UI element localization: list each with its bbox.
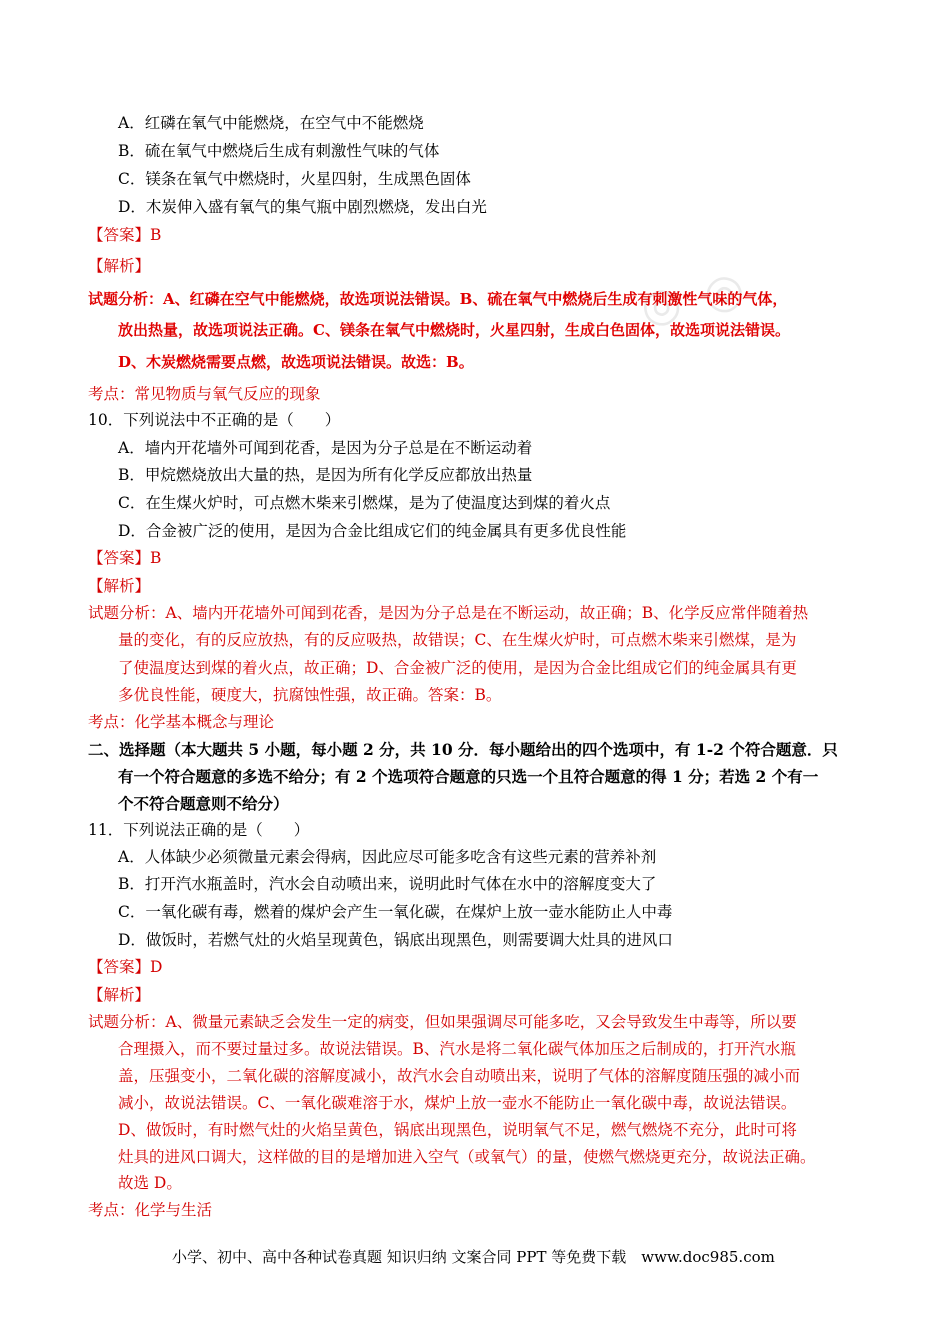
q9-analysis-line: 放出热量，故选项说法正确。C、镁条在氧气中燃烧时，火星四射，生成白色固体，故选项说法错误。 xyxy=(118,321,790,339)
q11-analysis-line: 合理摄入，而不要过量过多。故说法错误。B、汽水是将二氧化碳气体加压之后制成的，打开汽水瓶 xyxy=(118,1040,796,1058)
q10-option-d: D．合金被广泛的使用，是因为合金比组成它们的纯金属具有更多优良性能 xyxy=(118,522,627,540)
q11-analysis-label: 【解析】 xyxy=(88,986,151,1004)
q10-option-a: A．墙内开花墙外可闻到花香，是因为分子总是在不断运动着 xyxy=(118,439,533,457)
q11-analysis-line: D、做饭时，有时燃气灶的火焰呈黄色，锅底出现黑色，说明氧气不足，燃气燃烧不充分，此时可将 xyxy=(118,1121,797,1139)
section-2-heading: 有一个符合题意的多选不给分；有 2 个选项符合题意的只选一个且符合题意的得 1 分；若选 2 个有一 xyxy=(118,767,819,786)
q10-stem: 10．下列说法中不正确的是（ ） xyxy=(88,411,341,429)
q11-option-a: A．人体缺少必须微量元素会得病，因此应尽可能多吃含有这些元素的营养补剂 xyxy=(118,848,657,866)
q9-answer: 【答案】B xyxy=(88,226,162,244)
q11-option-b: B．打开汽水瓶盖时，汽水会自动喷出来，说明此时气体在水中的溶解度变大了 xyxy=(118,875,657,893)
q11-stem: 11．下列说法正确的是（ ） xyxy=(88,821,310,839)
watermark-logo: ◎ ◎ xyxy=(635,259,753,335)
q9-option-a: A．红磷在氧气中能燃烧，在空气中不能燃烧 xyxy=(118,114,424,132)
q11-analysis-line: 减小，故说法错误。C、一氧化碳难溶于水，煤炉上放一壶水不能防止一氧化碳中毒，故说法错误。 xyxy=(118,1094,797,1112)
q10-answer: 【答案】B xyxy=(88,549,162,567)
footer-text: 小学、初中、高中各种试卷真题 知识归纳 文案合同 PPT 等免费下载 www.doc985.com xyxy=(172,1248,775,1266)
q9-option-b: B．硫在氧气中燃烧后生成有刺激性气味的气体 xyxy=(118,142,440,160)
q11-analysis-line: 故选 D。 xyxy=(118,1174,182,1192)
q11-answer: 【答案】D xyxy=(88,958,163,976)
q11-analysis-line: 试题分析：A、微量元素缺乏会发生一定的病变，但如果强调尽可能多吃，又会导致发生中毒等，所以要 xyxy=(88,1013,797,1031)
q10-analysis-line: 试题分析：A、墙内开花墙外可闻到花香，是因为分子总是在不断运动，故正确；B、化学反应常伴随着热 xyxy=(88,604,809,622)
q9-kaodian: 考点：常见物质与氧气反应的现象 xyxy=(88,385,321,403)
q10-option-c: C．在生煤火炉时，可点燃木柴来引燃煤，是为了使温度达到煤的着火点 xyxy=(118,494,611,512)
q10-option-b: B．甲烷燃烧放出大量的热，是因为所有化学反应都放出热量 xyxy=(118,466,533,484)
q10-analysis-line: 量的变化，有的反应放热，有的反应吸热，故错误；C、在生煤火炉时，可点燃木柴来引燃煤，是为 xyxy=(118,631,797,649)
q10-kaodian: 考点：化学基本概念与理论 xyxy=(88,713,275,731)
section-2-heading: 个不符合题意则不给分） xyxy=(118,794,289,813)
q9-analysis-line: 试题分析：A、红磷在空气中能燃烧，故选项说法错误。B、硫在氧气中燃烧后生成有刺激性气味的气体， xyxy=(88,290,788,308)
q9-analysis-label: 【解析】 xyxy=(88,257,151,275)
q10-analysis-line: 了使温度达到煤的着火点，故正确；D、合金被广泛的使用，是因为合金比组成它们的纯金属具有更 xyxy=(118,659,797,677)
q9-analysis-line: D、木炭燃烧需要点燃，故选项说法错误。故选：B。 xyxy=(118,353,474,371)
q11-option-c: C．一氧化碳有毒，燃着的煤炉会产生一氧化碳，在煤炉上放一壶水能防止人中毒 xyxy=(118,903,673,921)
section-2-heading: 二、选择题（本大题共 5 小题，每小题 2 分，共 10 分．每小题给出的四个选项中，有 1-2 个符合题意．只 xyxy=(88,740,838,759)
q10-analysis-line: 多优良性能，硬度大，抗腐蚀性强，故正确。答案：B。 xyxy=(118,686,502,704)
q9-option-d: D．木炭伸入盛有氧气的集气瓶中剧烈燃烧，发出白光 xyxy=(118,198,487,216)
q9-option-c: C．镁条在氧气中燃烧时，火星四射，生成黑色固体 xyxy=(118,170,471,188)
q10-analysis-label: 【解析】 xyxy=(88,577,151,595)
q11-analysis-line: 盖，压强变小，二氧化碳的溶解度减小，故汽水会自动喷出来，说明了气体的溶解度随压强的减小而 xyxy=(118,1067,801,1085)
q11-kaodian: 考点：化学与生活 xyxy=(88,1201,213,1219)
q11-analysis-line: 灶具的进风口调大，这样做的目的是增加进入空气（或氧气）的量，使燃气燃烧更充分，故说法正确。 xyxy=(118,1148,816,1166)
q11-option-d: D．做饭时，若燃气灶的火焰呈现黄色，锅底出现黑色，则需要调大灶具的进风口 xyxy=(118,931,673,949)
